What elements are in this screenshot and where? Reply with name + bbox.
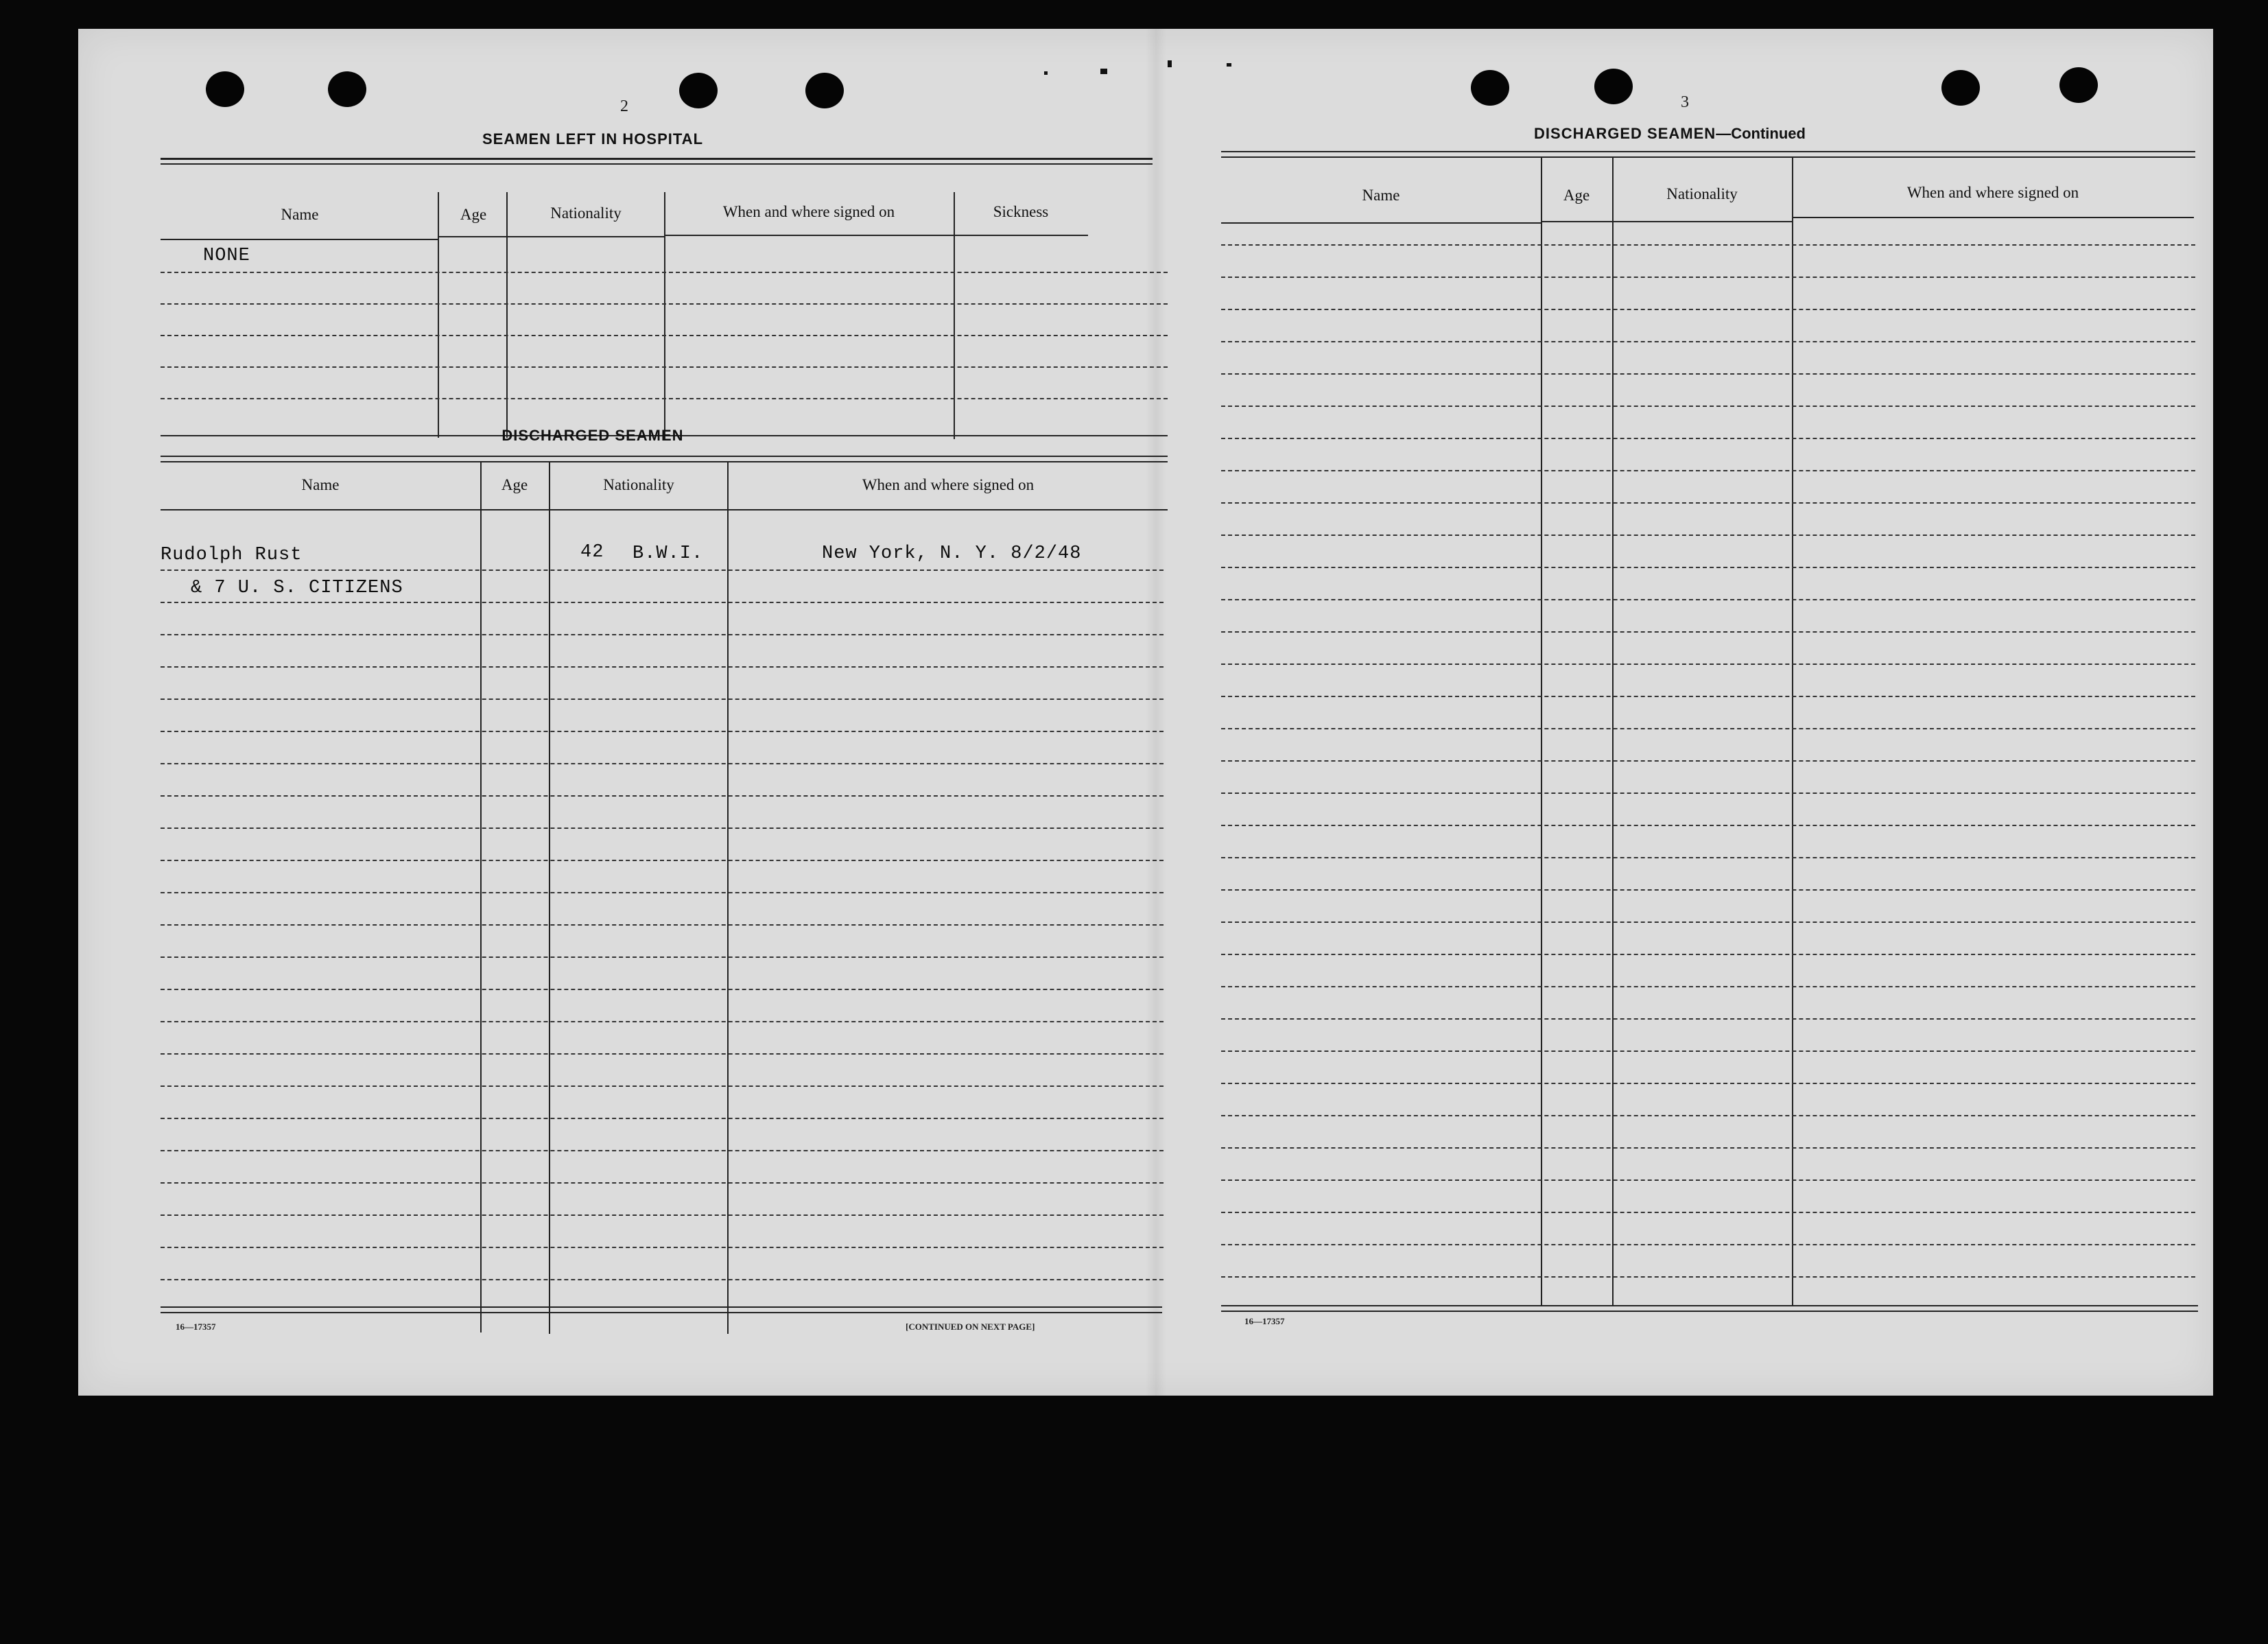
table-top-rule: [161, 158, 1153, 160]
row-rule: [1221, 535, 2195, 536]
row-rule: [161, 602, 1163, 603]
row-rule: [1221, 631, 2195, 633]
row-rule: [161, 795, 1163, 797]
col-header-age: Age: [1563, 187, 1590, 204]
punch-hole: [805, 73, 844, 108]
discharged-row1-name: Rudolph Rust: [161, 545, 303, 565]
row-rule: [161, 1279, 1163, 1280]
continued-suffix: —Continued: [1716, 125, 1806, 142]
row-rule: [1221, 277, 2195, 278]
discharged-row1-signed-on: New York, N. Y. 8/2/48: [822, 543, 1082, 564]
row-rule: [1221, 857, 2195, 858]
row-rule: [1221, 502, 2195, 504]
discharged-title-text: DISCHARGED SEAMEN: [1534, 125, 1716, 142]
row-rule: [1221, 1083, 2195, 1084]
col-header-sickness: Sickness: [993, 203, 1049, 220]
row-rule: [1221, 406, 2195, 407]
row-rule: [161, 763, 1163, 764]
row-rule: [1221, 309, 2195, 310]
row-rule: [1221, 1179, 2195, 1181]
col-header-signed-on: When and where signed on: [1906, 184, 2079, 201]
row-rule: [1221, 760, 2195, 762]
row-rule: [161, 569, 1163, 571]
row-rule: [161, 1247, 1163, 1248]
col-header-signed-on: When and where signed on: [722, 203, 895, 220]
table-top-rule: [161, 456, 1168, 457]
discharged-section-title: DISCHARGED SEAMEN: [501, 427, 684, 444]
col-header-name: Name: [281, 206, 319, 223]
row-rule: [161, 698, 1163, 700]
punch-hole: [1594, 69, 1633, 104]
col-header-age: Age: [460, 206, 487, 223]
col-header-age: Age: [501, 476, 528, 493]
table-top-rule: [1221, 156, 2195, 158]
row-rule: [1221, 373, 2195, 375]
row-rule: [161, 1118, 1163, 1119]
row-rule: [161, 1182, 1163, 1184]
discharged-continued-title: [1485, 125, 1855, 143]
row-rule: [1221, 792, 2195, 794]
column-divider: [1612, 158, 1614, 1305]
row-rule: [161, 1150, 1163, 1151]
header-rule: [161, 239, 439, 240]
row-rule: [1221, 664, 2195, 665]
row-rule: [161, 860, 1163, 861]
row-rule: [1221, 921, 2195, 923]
row-rule: [161, 335, 1168, 336]
punch-hole: [2059, 67, 2098, 103]
row-rule: [1221, 470, 2195, 471]
row-rule: [161, 892, 1163, 893]
ink-speck: [1168, 60, 1172, 67]
page-number: 3: [1681, 93, 1689, 111]
row-rule: [161, 666, 1163, 668]
discharged-row1-age: 42: [580, 542, 604, 563]
hospital-table: [161, 158, 1163, 439]
header-rule: [1792, 217, 2194, 218]
row-rule: [161, 1021, 1163, 1022]
col-header-signed-on: When and where signed on: [862, 476, 1035, 493]
row-rule: [1221, 599, 2195, 600]
table-bottom-rule: [161, 1306, 1162, 1308]
ink-speck: [1227, 63, 1231, 67]
row-rule: [161, 303, 1168, 305]
row-rule: [1221, 567, 2195, 568]
header-rule: [664, 235, 1088, 236]
row-rule: [1221, 825, 2195, 826]
col-header-name: Name: [1362, 187, 1400, 204]
punch-hole: [1941, 70, 1980, 106]
row-rule: [1221, 1244, 2195, 1245]
col-header-name: Name: [301, 476, 340, 493]
row-rule: [1221, 696, 2195, 697]
table-bottom-rule: [1221, 1311, 2198, 1312]
row-rule: [1221, 1276, 2195, 1278]
row-rule: [161, 924, 1163, 926]
hospital-section-title: SEAMEN LEFT IN HOSPITAL: [482, 130, 704, 148]
row-rule: [1221, 986, 2195, 987]
ink-speck: [1100, 69, 1107, 74]
ledger-sheet: [78, 29, 2213, 1396]
row-rule: [161, 1085, 1163, 1087]
table-top-rule: [161, 163, 1153, 165]
table-bottom-rule: [1221, 1305, 2198, 1306]
discharged-continued-table: [1221, 151, 2198, 1345]
row-rule: [1221, 1050, 2195, 1052]
punch-hole: [328, 71, 366, 107]
row-rule: [161, 1053, 1163, 1055]
row-rule: [1221, 728, 2195, 729]
row-rule: [161, 827, 1163, 829]
discharged-row1-nationality: B.W.I.: [633, 543, 704, 564]
row-rule: [161, 398, 1168, 399]
column-divider: [480, 462, 482, 1332]
punch-hole: [679, 73, 718, 108]
table-top-rule: [1221, 151, 2195, 152]
row-rule: [1221, 438, 2195, 439]
row-rule: [1221, 1018, 2195, 1020]
row-rule: [1221, 341, 2195, 342]
column-divider: [506, 192, 508, 438]
form-number: 16—17357: [1244, 1316, 1285, 1326]
discharged-row2-name: & 7 U. S. CITIZENS: [191, 578, 403, 598]
column-divider: [727, 462, 729, 1334]
row-rule: [1221, 1212, 2195, 1213]
table-top-rule: [161, 461, 1168, 462]
header-rule: [439, 236, 664, 237]
row-rule: [161, 1214, 1163, 1216]
header-rule: [161, 509, 1168, 510]
page-number: 2: [620, 97, 628, 115]
row-rule: [161, 634, 1163, 635]
header-rule: [1541, 221, 1792, 222]
row-rule: [161, 366, 1168, 368]
column-divider: [1792, 158, 1793, 1305]
row-rule: [161, 272, 1168, 273]
hospital-entry-name: NONE: [203, 246, 250, 266]
table-bottom-rule: [161, 1312, 1162, 1313]
row-rule: [1221, 1115, 2195, 1116]
col-header-nationality: Nationality: [603, 476, 674, 493]
punch-hole: [206, 71, 244, 107]
column-divider: [954, 192, 955, 439]
form-number: 16—17357: [176, 1322, 216, 1332]
column-divider: [438, 192, 439, 438]
row-rule: [1221, 1147, 2195, 1149]
col-header-nationality: Nationality: [550, 204, 622, 222]
col-header-nationality: Nationality: [1666, 185, 1738, 202]
row-rule: [1221, 954, 2195, 955]
column-divider: [664, 192, 665, 439]
row-rule: [161, 989, 1163, 990]
continued-note: [CONTINUED ON NEXT PAGE]: [906, 1322, 1035, 1332]
punch-hole: [1471, 70, 1509, 106]
row-rule: [1221, 889, 2195, 891]
discharged-table: [161, 456, 1169, 1341]
row-rule: [161, 731, 1163, 732]
column-divider: [1541, 158, 1542, 1305]
row-rule: [161, 956, 1163, 958]
ink-speck: [1044, 71, 1048, 75]
header-rule: [1221, 222, 1541, 224]
row-rule: [1221, 244, 2195, 246]
column-divider: [549, 462, 550, 1334]
